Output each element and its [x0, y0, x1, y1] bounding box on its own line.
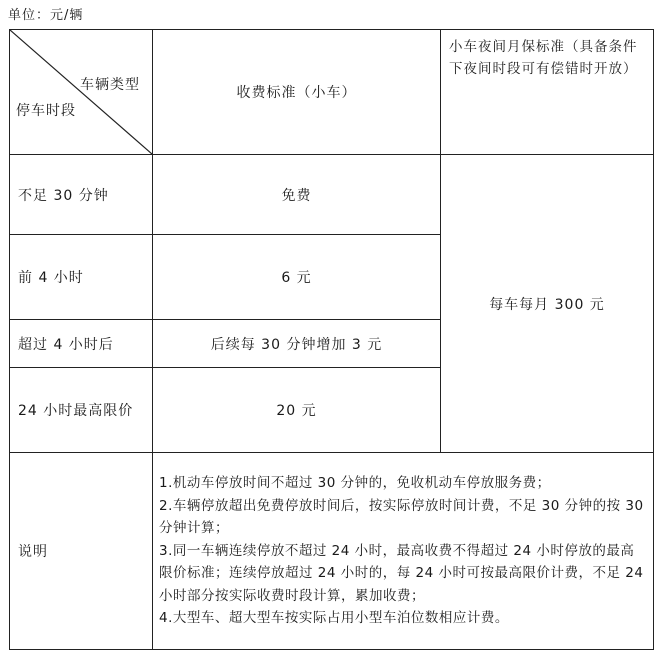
- fee-cell: 后续每 30 分钟增加 3 元: [153, 320, 441, 368]
- period-cell: 24 小时最高限价: [10, 368, 153, 453]
- table-header-row: [10, 30, 654, 155]
- vehicle-type-header: 车辆类型: [80, 77, 140, 93]
- fee-cell: 6 元: [153, 235, 441, 320]
- period-cell: 不足 30 分钟: [10, 155, 153, 235]
- parking-fee-table: [9, 29, 654, 650]
- table-row: [10, 155, 654, 235]
- period-cell: 超过 4 小时后: [10, 320, 153, 368]
- monthly-fee-cell: 每车每月 300 元: [441, 155, 654, 453]
- fee-standard-header: 收费标准（小车）: [153, 30, 441, 155]
- diagonal-header-cell: [10, 30, 153, 155]
- period-cell: 前 4 小时: [10, 235, 153, 320]
- notes-row: [10, 453, 654, 650]
- parking-period-header: 停车时段: [16, 103, 76, 119]
- fee-cell: 免费: [153, 155, 441, 235]
- unit-label: 单位：元/辆: [8, 8, 84, 23]
- note-item: 1.机动车停放时间不超过 30 分钟的，免收机动车停放服务费；: [159, 475, 551, 492]
- note-item: 2.车辆停放超出免费停放时间后，按实际停放时间计费，不足 30 分钟的按 30 分钟计算；: [159, 497, 644, 537]
- notes-label: 说明: [10, 453, 153, 650]
- fee-cell: 20 元: [153, 368, 441, 453]
- notes-content: [153, 453, 654, 650]
- night-monthly-header: 小车夜间月保标准（具备条件下夜间时段可有偿错时开放）: [441, 30, 654, 155]
- note-item: 4.大型车、超大型车按实际占用小型车泊位数相应计费。: [159, 610, 509, 627]
- note-item: 3.同一车辆连续停放不超过 24 小时，最高收费不得超过 24 小时停放的最高限价标准；连续停放超过 24 小时的，每 24 小时可按最高限价计费，不足 24 小时部分按实际收费时段计算，累加收费；: [159, 542, 644, 604]
